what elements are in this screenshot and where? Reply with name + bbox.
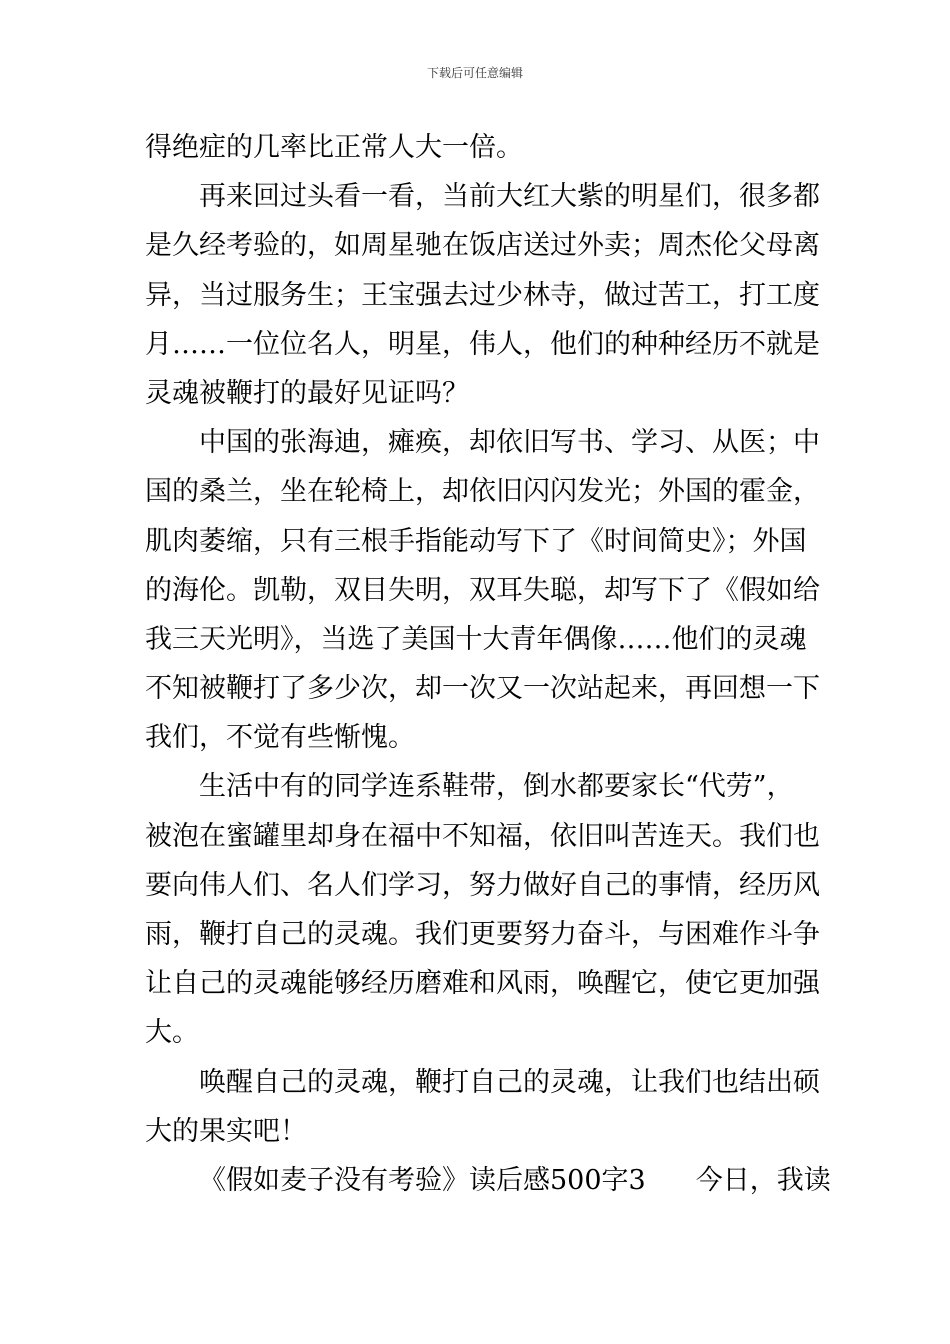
text-line: 不知被鞭打了多少次，却一次又一次站起来，再回想一下 [145, 673, 820, 705]
page-header-note: 下载后可任意编辑 [426, 66, 523, 80]
text-line: 得绝症的几率比正常人大一倍。 [145, 132, 523, 163]
text-line: 的海伦。凯勒，双目失明，双耳失聪，却写下了《假如给 [145, 574, 820, 606]
text-line: 国的桑兰，坐在轮椅上，却依旧闪闪发光；外国的霍金， [145, 476, 820, 508]
paragraph-start-line: 生活中有的同学连系鞋带，倒水都要家长“代劳”， [199, 771, 794, 803]
paragraph-start-line: 再来回过头看一看，当前大红大紫的明星们，很多都 [199, 181, 820, 213]
text-line: 雨，鞭打自己的灵魂。我们更要努力奋斗，与困难作斗争 [145, 919, 820, 950]
text-line: 我三天光明》，当选了美国十大青年偶像……他们的灵魂 [145, 623, 807, 655]
paragraph-start-line: 唤醒自己的灵魂，鞭打自己的灵魂，让我们也结出硕 [199, 1066, 820, 1098]
document-body [145, 123, 831, 1205]
text-line: 灵魂被鞭打的最好见证吗？ [145, 377, 469, 409]
text-line: 月……一位位名人，明星，伟人，他们的种种经历不就是 [145, 328, 820, 360]
text-line: 大。 [145, 1017, 199, 1049]
text-line: 被泡在蜜罐里却身在福中不知福，依旧叫苦连天。我们也 [145, 820, 820, 852]
paragraph-start-line: 中国的张海迪，瘫痪，却依旧写书、学习、从医；中 [199, 427, 820, 459]
text-line: 要向伟人们、名人们学习，努力做好自己的事情，经历风 [145, 869, 820, 901]
essay-title-line [145, 1156, 831, 1205]
text-line: 大的果实吧！ [145, 1115, 307, 1147]
essay-title: 《假如麦子没有考验》读后感500字3 [199, 1164, 646, 1196]
text-line: 是久经考验的，如周星驰在饭店送过外卖；周杰伦父母离 [145, 230, 820, 262]
text-line: 异，当过服务生；王宝强去过少林寺，做过苦工，打工度 [145, 279, 820, 311]
text-line: 让自己的灵魂能够经历磨难和风雨，唤醒它，使它更加强 [145, 968, 820, 1000]
essay-opening-text: 今日，我读 [695, 1164, 831, 1196]
text-line: 肌肉萎缩，只有三根手指能动写下了《时间简史》；外国 [145, 525, 807, 557]
text-line: 我们，不觉有些惭愧。 [145, 722, 415, 754]
